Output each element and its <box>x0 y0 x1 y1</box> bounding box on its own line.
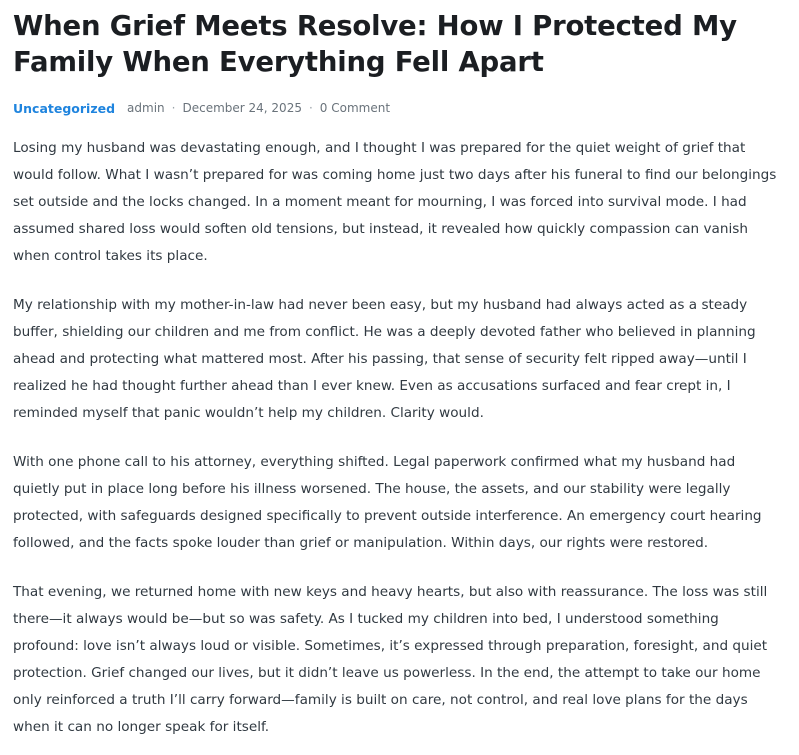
author-link[interactable]: admin <box>127 101 165 115</box>
meta-separator: · <box>171 101 176 115</box>
comments-link[interactable]: 0 Comment <box>319 101 391 115</box>
article-paragraph: That evening, we returned home with new keys and heavy hearts, but also with reassurance. The loss was still there—it always would be—but so was safety. As I tucked my children into bed, I understood something profound: love isn’t always loud or visible. Sometimes, it’s expressed through preparation, foresight, and quiet protection. Grief changed our lives, but it didn’t leave us powerless. In the end, the attempt to take our home only reinforced a truth I’ll carry forward—family is built on care, not control, and real love plans for the days when it can no longer speak for itself. <box>13 584 768 735</box>
post-date: December 24, 2025 <box>182 101 302 115</box>
article-paragraph: With one phone call to his attorney, everything shifted. Legal paperwork confirmed what my husband had quietly put in place long before his illness worsened. The house, the assets, and our stability were legally protected, with safeguards designed specifically to prevent outside interference. An emergency court hearing followed, and the facts spoke louder than grief or manipulation. Within days, our rights were restored. <box>13 454 762 551</box>
article-content <box>13 135 786 741</box>
article-paragraph: My relationship with my mother-in-law had never been easy, but my husband had always acted as a steady buffer, shielding our children and me from conflict. He was a deeply devoted father who believed in planning ahead and protecting what mattered most. After his passing, that sense of security felt ripped away—until I realized he had thought further ahead than I ever knew. Even as accusations surfaced and fear crept in, I reminded myself that panic wouldn’t help my children. Clarity would. <box>13 297 756 421</box>
article-paragraph: Losing my husband was devastating enough, and I thought I was prepared for the quiet weight of grief that would follow. What I wasn’t prepared for was coming home just two days after his funeral to find our belongings set outside and the locks changed. In a moment meant for mourning, I was forced into survival mode. I had assumed shared loss would soften old tensions, but instead, it revealed how quickly compassion can vanish when control takes its place. <box>13 140 777 264</box>
category-link[interactable]: Uncategorized <box>13 100 116 116</box>
meta-separator: · <box>308 101 313 115</box>
post-meta <box>13 99 786 117</box>
article-title: When Grief Meets Resolve: How I Protected My Family When Everything Fell Apart <box>13 10 737 78</box>
